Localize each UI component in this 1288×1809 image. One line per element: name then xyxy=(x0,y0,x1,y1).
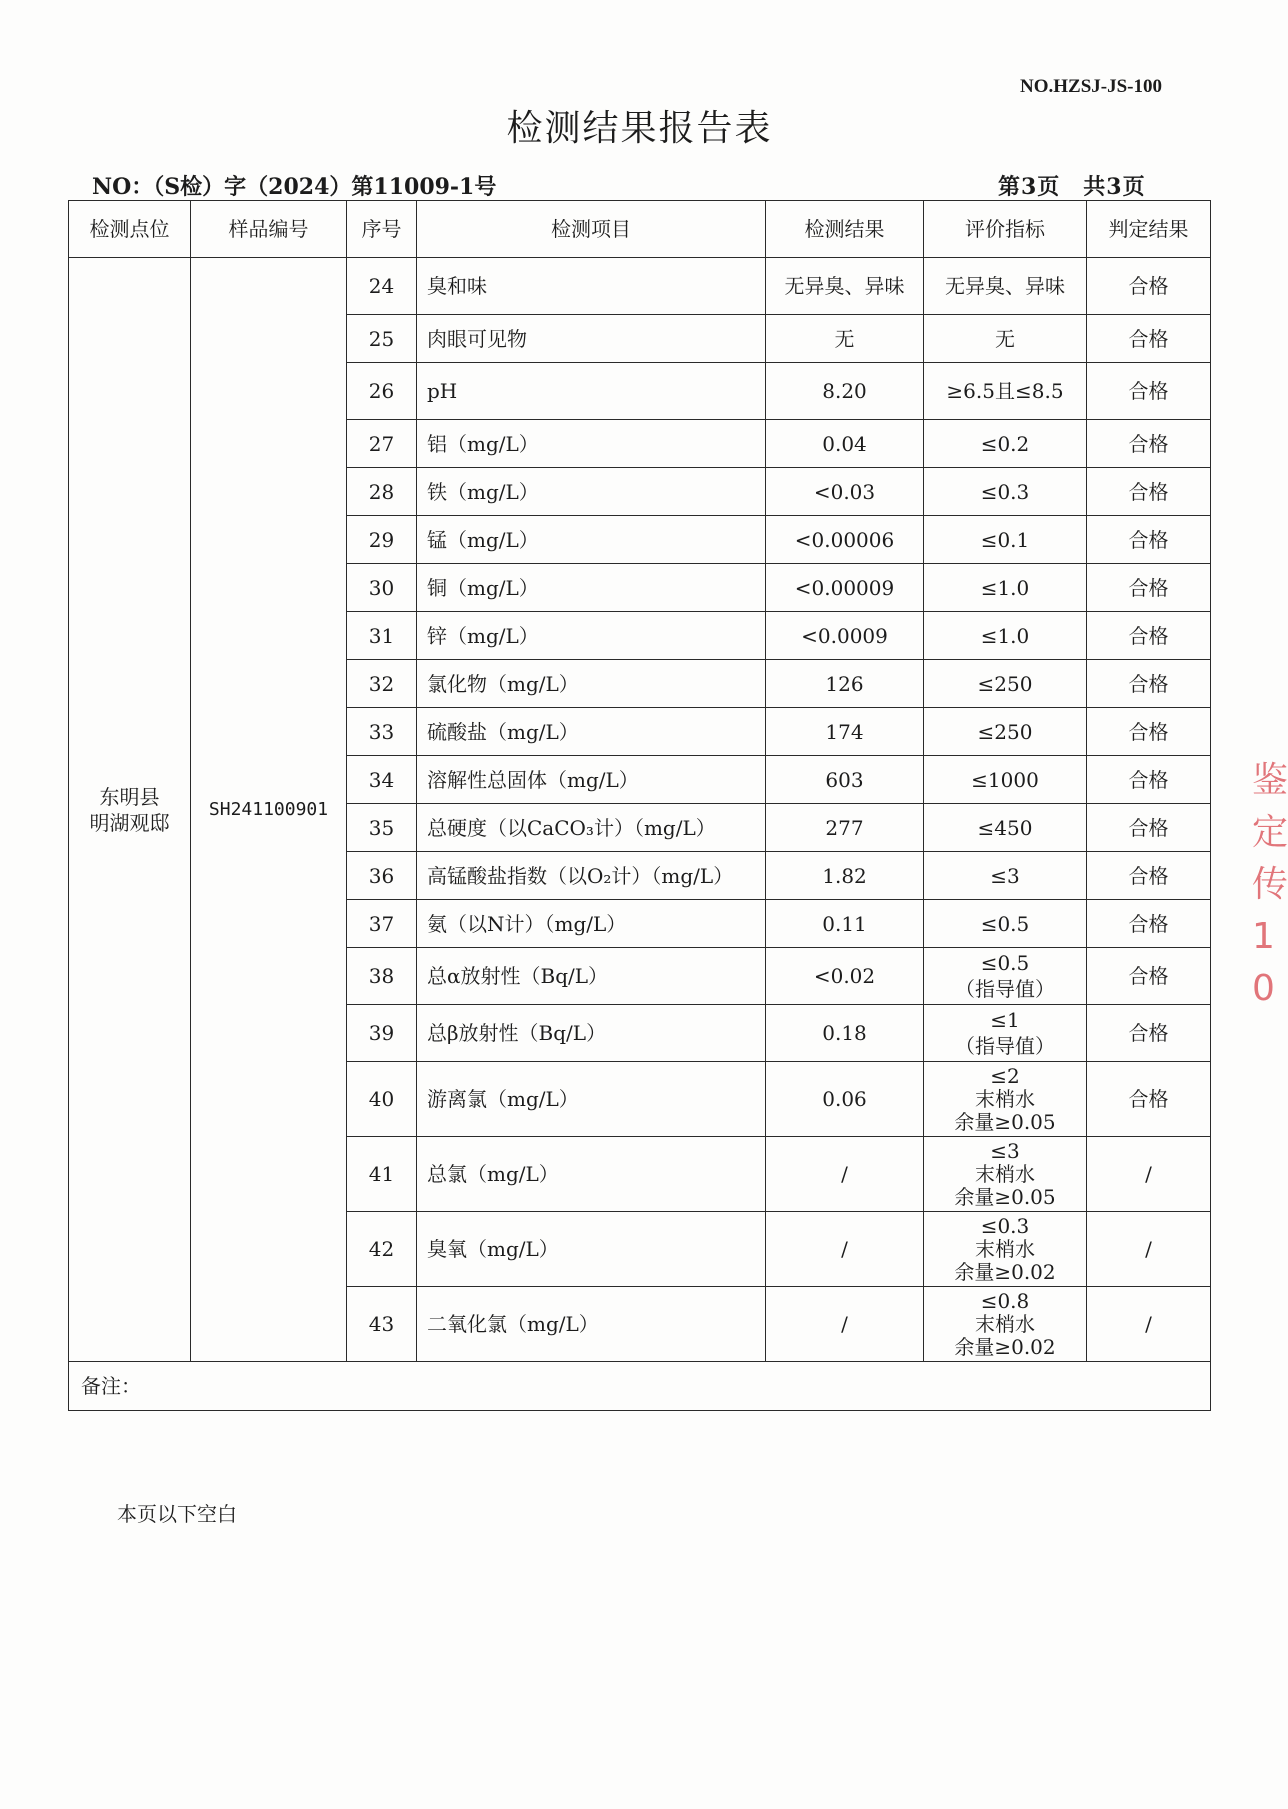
test-result: / xyxy=(766,1212,924,1287)
test-item: 游离氯（mg/L） xyxy=(417,1062,766,1137)
row-number: 40 xyxy=(347,1062,417,1137)
location-cell: 东明县 明湖观邸 xyxy=(69,258,191,1362)
judgement-result: 合格 xyxy=(1087,756,1211,804)
evaluation-criterion: ≤1000 xyxy=(924,756,1087,804)
column-header-item: 检测项目 xyxy=(417,201,766,258)
test-result: 0.04 xyxy=(766,420,924,468)
evaluation-criterion: ≤0.5 xyxy=(924,900,1087,948)
judgement-result: / xyxy=(1087,1287,1211,1362)
row-number: 37 xyxy=(347,900,417,948)
evaluation-criterion: ≤250 xyxy=(924,660,1087,708)
row-number: 41 xyxy=(347,1137,417,1212)
judgement-result: 合格 xyxy=(1087,468,1211,516)
test-result: <0.02 xyxy=(766,948,924,1005)
test-item: 臭和味 xyxy=(417,258,766,315)
judgement-result: 合格 xyxy=(1087,315,1211,363)
judgement-result: 合格 xyxy=(1087,564,1211,612)
sample-id-cell: SH241100901 xyxy=(191,258,347,1362)
evaluation-criterion: ≤0.1 xyxy=(924,516,1087,564)
column-header-criterion: 评价指标 xyxy=(924,201,1087,258)
page-info: 第3页 共3页 xyxy=(998,174,1146,200)
row-number: 24 xyxy=(347,258,417,315)
test-item: 锌（mg/L） xyxy=(417,612,766,660)
evaluation-criterion: ≤1.0 xyxy=(924,612,1087,660)
evaluation-criterion: ≤0.5 （指导值） xyxy=(924,948,1087,1005)
test-item: 总α放射性（Bq/L） xyxy=(417,948,766,1005)
row-number: 29 xyxy=(347,516,417,564)
row-number: 35 xyxy=(347,804,417,852)
report-number: NO：（S检）字（2024）第11009-1号 xyxy=(92,174,497,200)
test-item: 氯化物（mg/L） xyxy=(417,660,766,708)
judgement-result: 合格 xyxy=(1087,900,1211,948)
row-number: 26 xyxy=(347,363,417,420)
evaluation-criterion: ≤450 xyxy=(924,804,1087,852)
test-result: 无 xyxy=(766,315,924,363)
table-row xyxy=(69,258,1211,315)
judgement-result: 合格 xyxy=(1087,516,1211,564)
evaluation-criterion: ≤0.2 xyxy=(924,420,1087,468)
test-item: 氨（以N计）（mg/L） xyxy=(417,900,766,948)
official-seal-stamp: 鉴 定 传 1 0 xyxy=(1252,760,1288,1009)
document-code: NO.HZSJ-JS-100 xyxy=(1020,76,1162,97)
evaluation-criterion: ≤3 xyxy=(924,852,1087,900)
column-header-number: 序号 xyxy=(347,201,417,258)
test-result: 无异臭、异味 xyxy=(766,258,924,315)
row-number: 25 xyxy=(347,315,417,363)
evaluation-criterion: ≤0.3 xyxy=(924,468,1087,516)
evaluation-criterion: ≤1 （指导值） xyxy=(924,1005,1087,1062)
row-number: 42 xyxy=(347,1212,417,1287)
row-number: 43 xyxy=(347,1287,417,1362)
column-header-result: 检测结果 xyxy=(766,201,924,258)
report-title: 检测结果报告表 xyxy=(506,108,773,149)
row-number: 33 xyxy=(347,708,417,756)
table-header-row xyxy=(69,201,1211,258)
judgement-result: 合格 xyxy=(1087,804,1211,852)
results-table xyxy=(68,200,1211,1411)
test-item: 锰（mg/L） xyxy=(417,516,766,564)
test-item: 铁（mg/L） xyxy=(417,468,766,516)
judgement-result: 合格 xyxy=(1087,612,1211,660)
test-item: 总β放射性（Bq/L） xyxy=(417,1005,766,1062)
test-item: pH xyxy=(417,363,766,420)
judgement-result: 合格 xyxy=(1087,852,1211,900)
row-number: 30 xyxy=(347,564,417,612)
evaluation-criterion: 无 xyxy=(924,315,1087,363)
judgement-result: 合格 xyxy=(1087,660,1211,708)
test-result: 174 xyxy=(766,708,924,756)
test-result: 8.20 xyxy=(766,363,924,420)
row-number: 32 xyxy=(347,660,417,708)
row-number: 34 xyxy=(347,756,417,804)
test-item: 铜（mg/L） xyxy=(417,564,766,612)
test-item: 二氧化氯（mg/L） xyxy=(417,1287,766,1362)
judgement-result: 合格 xyxy=(1087,420,1211,468)
test-result: / xyxy=(766,1287,924,1362)
judgement-result: 合格 xyxy=(1087,258,1211,315)
evaluation-criterion: ≤0.3 末梢水 余量≥0.02 xyxy=(924,1212,1087,1287)
judgement-result: 合格 xyxy=(1087,1005,1211,1062)
test-result: 0.06 xyxy=(766,1062,924,1137)
test-item: 肉眼可见物 xyxy=(417,315,766,363)
row-number: 28 xyxy=(347,468,417,516)
row-number: 27 xyxy=(347,420,417,468)
test-item: 硫酸盐（mg/L） xyxy=(417,708,766,756)
judgement-result: 合格 xyxy=(1087,948,1211,1005)
evaluation-criterion: 无异臭、异味 xyxy=(924,258,1087,315)
column-header-location: 检测点位 xyxy=(69,201,191,258)
remarks-label: 备注： xyxy=(69,1362,1211,1411)
test-result: <0.00009 xyxy=(766,564,924,612)
evaluation-criterion: ≤3 末梢水 余量≥0.05 xyxy=(924,1137,1087,1212)
row-number: 38 xyxy=(347,948,417,1005)
evaluation-criterion: ≥6.5且≤8.5 xyxy=(924,363,1087,420)
judgement-result: 合格 xyxy=(1087,1062,1211,1137)
remarks-row xyxy=(69,1362,1211,1411)
judgement-result: 合格 xyxy=(1087,708,1211,756)
evaluation-criterion: ≤1.0 xyxy=(924,564,1087,612)
column-header-sample-id: 样品编号 xyxy=(191,201,347,258)
row-number: 36 xyxy=(347,852,417,900)
test-result: 1.82 xyxy=(766,852,924,900)
test-item: 总氯（mg/L） xyxy=(417,1137,766,1212)
evaluation-criterion: ≤0.8 末梢水 余量≥0.02 xyxy=(924,1287,1087,1362)
test-result: / xyxy=(766,1137,924,1212)
evaluation-criterion: ≤250 xyxy=(924,708,1087,756)
test-result: <0.0009 xyxy=(766,612,924,660)
test-result: 277 xyxy=(766,804,924,852)
blank-below-note: 本页以下空白 xyxy=(117,1502,237,1526)
test-result: 126 xyxy=(766,660,924,708)
test-result: 0.11 xyxy=(766,900,924,948)
test-result: <0.00006 xyxy=(766,516,924,564)
test-item: 溶解性总固体（mg/L） xyxy=(417,756,766,804)
test-result: 603 xyxy=(766,756,924,804)
test-result: 0.18 xyxy=(766,1005,924,1062)
row-number: 39 xyxy=(347,1005,417,1062)
test-item: 铝（mg/L） xyxy=(417,420,766,468)
test-item: 总硬度（以CaCO₃计）（mg/L） xyxy=(417,804,766,852)
row-number: 31 xyxy=(347,612,417,660)
evaluation-criterion: ≤2 末梢水 余量≥0.05 xyxy=(924,1062,1087,1137)
test-item: 高锰酸盐指数（以O₂计）（mg/L） xyxy=(417,852,766,900)
column-header-judgement: 判定结果 xyxy=(1087,201,1211,258)
judgement-result: / xyxy=(1087,1137,1211,1212)
test-item: 臭氧（mg/L） xyxy=(417,1212,766,1287)
judgement-result: 合格 xyxy=(1087,363,1211,420)
judgement-result: / xyxy=(1087,1212,1211,1287)
test-result: <0.03 xyxy=(766,468,924,516)
